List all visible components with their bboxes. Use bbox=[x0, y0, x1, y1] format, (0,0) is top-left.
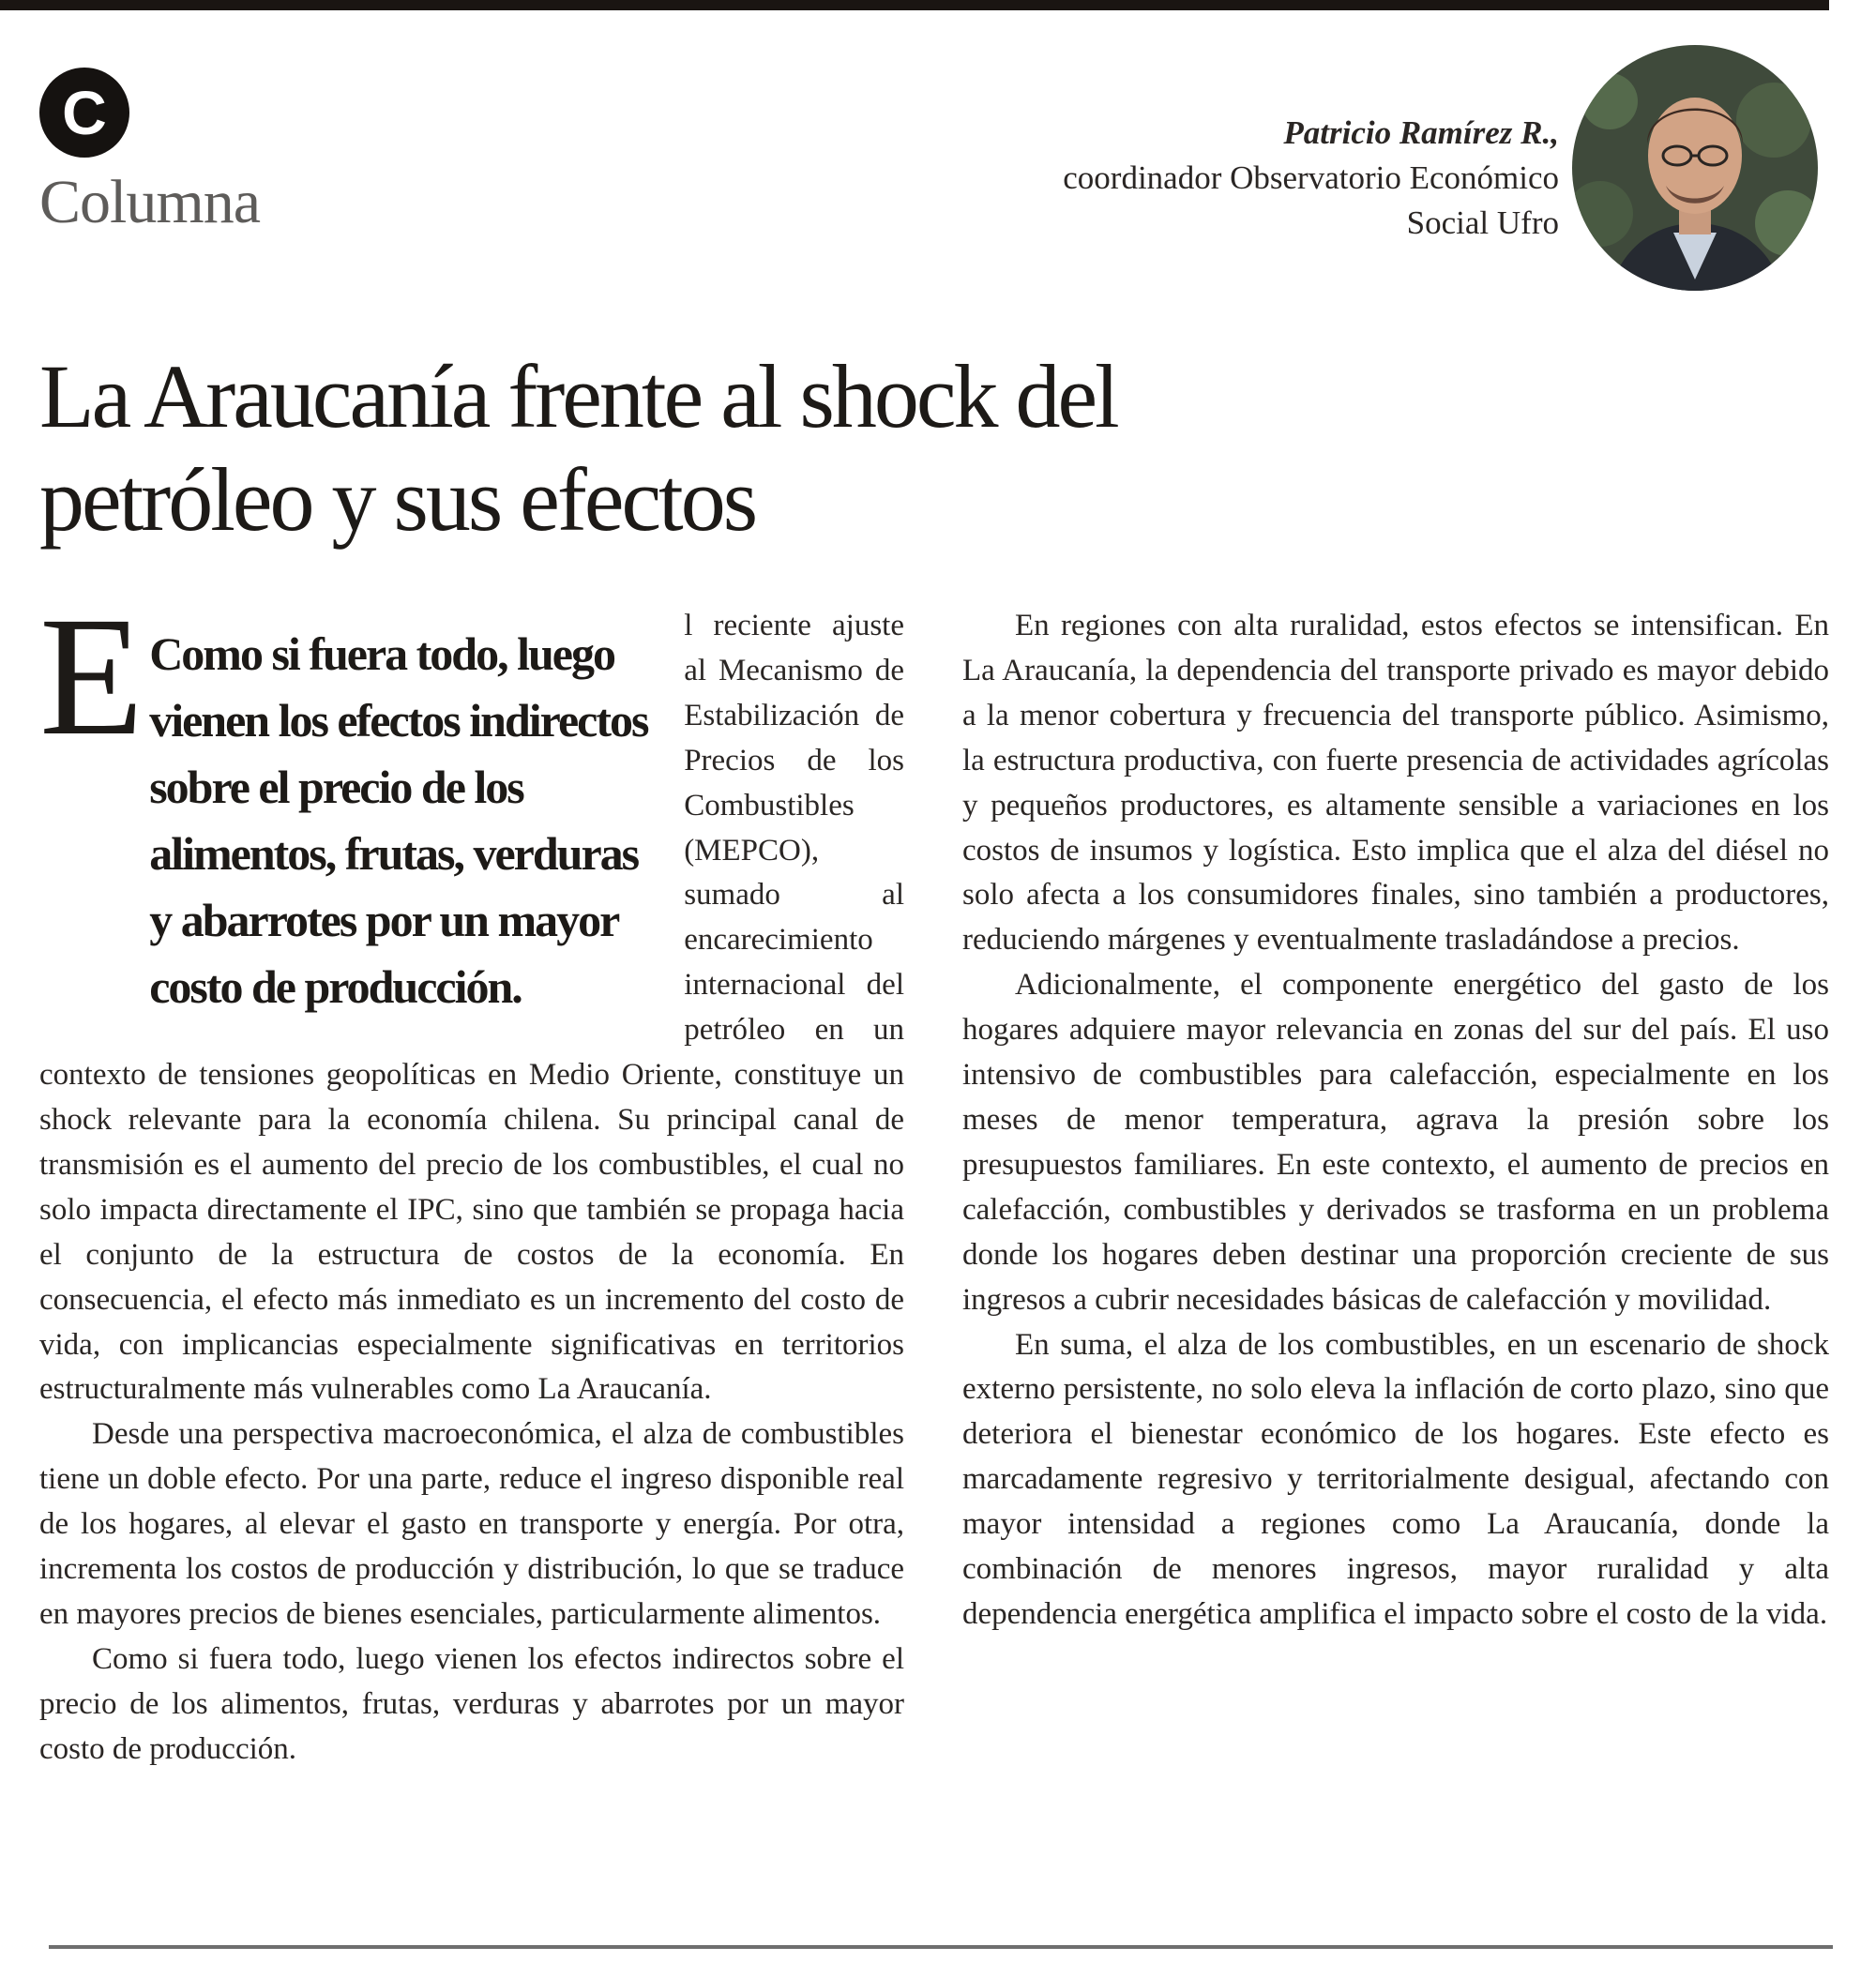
column-logo: C bbox=[39, 68, 129, 158]
paragraph-4: En regiones con alta ruralidad, estos efectos se intensifican. En La Araucanía, la dependencia del transporte privado es mayor debido a la menor cobertura y frecuencia del transporte público. Asimismo, la estructura productiva, con fuerte presencia de actividades agrícolas y pequeños productores, es altamente sensible a variaciones en los costos de insumos y logística. Esto implica que el alza del diésel no solo afecta a los consumidores finales, sino también a productores, reduciendo márgenes y eventualmente trasladándose a precios. bbox=[962, 609, 1829, 958]
paragraph-3: Como si fuera todo, luego vienen los efectos indirectos sobre el precio de los alimentos, frutas, verduras y abarrotes por un mayor costo de producción. bbox=[39, 1641, 904, 1766]
author-byline bbox=[1063, 111, 1559, 246]
bottom-rule bbox=[49, 1945, 1833, 1949]
article-column-right bbox=[962, 604, 1829, 1638]
author-name: Patricio Ramírez R., bbox=[1283, 114, 1559, 151]
headline-line-2: petróleo y sus efectos bbox=[39, 449, 756, 550]
article-column-left bbox=[39, 582, 904, 1773]
paragraph-1 bbox=[39, 582, 904, 1412]
paragraph-1-text: l reciente ajuste al Mecanismo de Estabilización de Precios de los Combustibles (MEPCO), sumado al encarecimiento internacional del petróleo en un contexto de tensiones geopolíticas en Medio Oriente, constituye un shock relevante para la economía chilena. Su principal canal de transmisión es el aumento del precio de los combustibles, el cual no solo impacta directamente el IPC, sino que también se propaga hacia el conjunto de la estructura de costos de la economía. En consecuencia, el efecto más inmediato es un incremento del costo de vida, con implicancias especialmente significativas en territorios estructuralmente más vulnerables como La Araucanía. bbox=[39, 609, 904, 1407]
paragraph-2: Desde una perspectiva macroeconómica, el alza de combustibles tiene un doble efecto. Por una parte, reduce el ingreso disponible real de los hogares, al elevar el gasto en transporte y energía. Por otra, incrementa los costos de producción y distribución, lo que se traduce en mayores precios de bienes esenciales, particularmente alimentos. bbox=[39, 1417, 904, 1631]
drop-cap: E bbox=[39, 582, 144, 771]
author-affiliation: Social Ufro bbox=[1406, 204, 1559, 241]
section-label: Columna bbox=[39, 168, 260, 236]
pull-quote: Como si fuera todo, luego vienen los efectos indirectos sobre el precio de los alimentos, frutas, verduras y abarrotes por un mayor costo de producción. bbox=[149, 627, 648, 1013]
paragraph-5: Adicionalmente, el componente energético del gasto de los hogares adquiere mayor relevancia en zonas del sur del país. El uso intensivo de combustibles para calefacción, especialmente en los meses de menor temperatura, agrava la presión sobre los presupuestos familiares. En este contexto, el aumento de precios en calefacción, combustibles y derivados se trasforma en un problema donde los hogares deben destinar una proporción creciente de sus ingresos a cubrir necesidades básicas de calefacción y movilidad. bbox=[962, 968, 1829, 1317]
paragraph-6: En suma, el alza de los combustibles, en un escenario de shock externo persistente, no solo eleva la inflación de corto plazo, sino que deteriora el bienestar económico de los hogares. Este efecto es marcadamente regresivo y territorialmente desigual, afectando con mayor intensidad a regiones como La Araucanía, donde la combinación de menores ingresos, mayor ruralidad y alta dependencia energética amplifica el impacto sobre el costo de la vida. bbox=[962, 1327, 1829, 1631]
author-photo bbox=[1572, 45, 1818, 291]
article-headline bbox=[39, 345, 1371, 551]
author-role: coordinador Observatorio Económico bbox=[1063, 159, 1559, 196]
headline-line-1: La Araucanía frente al shock del bbox=[39, 346, 1117, 446]
top-rule bbox=[0, 0, 1829, 10]
